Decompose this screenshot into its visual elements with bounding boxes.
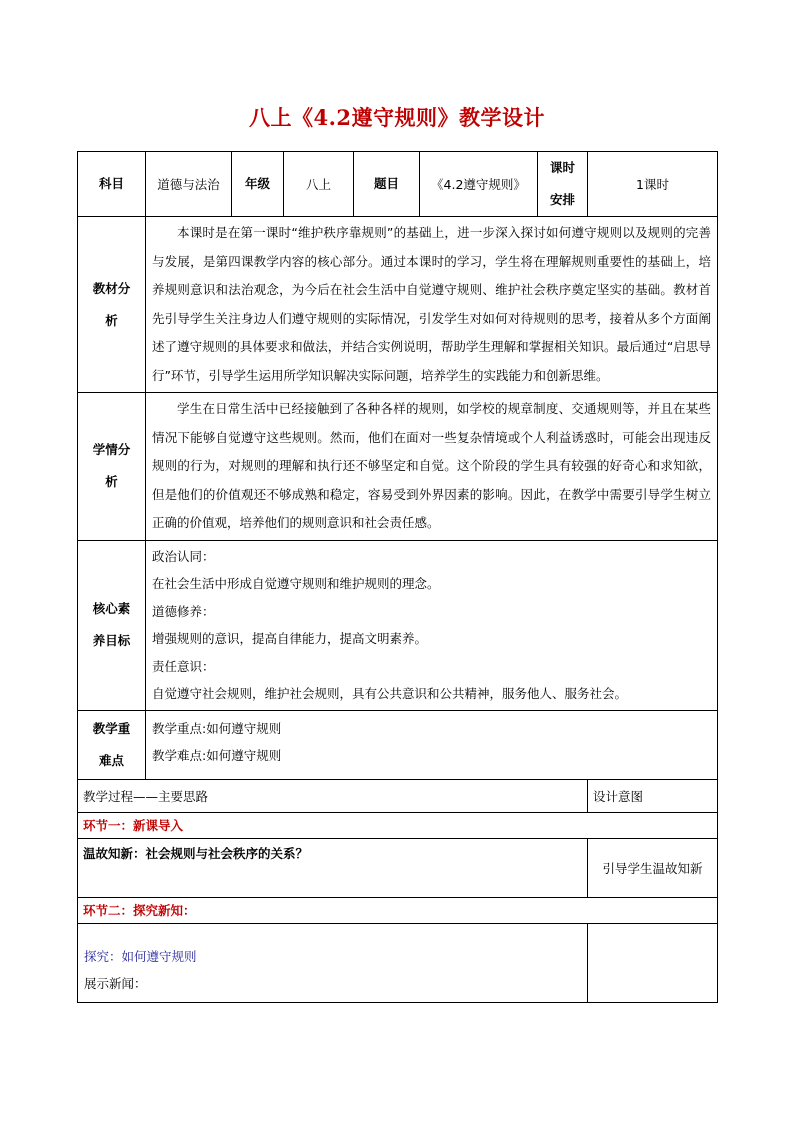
review-intent: 引导学生温故知新 xyxy=(588,838,718,897)
topic-value: 《4.2遵守规则》 xyxy=(420,152,538,217)
topic-label: 题目 xyxy=(354,152,420,217)
goal-line: 在社会生活中形成自觉遵守规则和维护规则的理念。 xyxy=(152,576,440,591)
hours-value: 1课时 xyxy=(588,152,718,217)
students-label-line1: 学情分 xyxy=(92,442,131,458)
document-title: 八上《4.2遵守规则》教学设计 xyxy=(248,105,546,130)
process-header-row xyxy=(78,779,718,812)
review-row xyxy=(78,838,718,897)
key-points-label xyxy=(78,710,146,779)
goals-label-line1: 核心素 xyxy=(92,601,131,616)
goal-line: 道德修养： xyxy=(152,603,215,619)
students-label-line2: 析 xyxy=(105,474,118,490)
goals-label xyxy=(78,540,146,710)
grade-value: 八上 xyxy=(284,152,354,217)
textbook-row xyxy=(78,217,718,393)
key-points-label-line1: 教学重 xyxy=(92,720,131,736)
goals-content xyxy=(146,540,718,710)
goal-line: 自觉遵守社会规则，维护社会规则，具有公共意识和公共精神，服务他人、服务社会。 xyxy=(152,686,628,701)
lesson-plan-table xyxy=(77,151,718,1003)
explore-intent xyxy=(588,923,718,1002)
students-label xyxy=(78,393,146,541)
key-points-content xyxy=(146,710,718,779)
review-text: 温故知新：社会规则与社会秩序的关系？ xyxy=(78,838,588,897)
section2-heading: 环节二：探究新知： xyxy=(78,897,718,923)
students-row xyxy=(78,393,718,541)
process-header-left: 教学过程——主要思路 xyxy=(78,779,588,812)
explore-subtitle: 展示新闻： xyxy=(84,976,147,991)
key-point-line: 教学重点:如何遵守规则 xyxy=(152,720,282,736)
textbook-label xyxy=(78,217,146,393)
goals-label-line2: 养目标 xyxy=(92,633,131,648)
section1-row xyxy=(78,812,718,838)
goal-line: 责任意识： xyxy=(152,658,215,674)
textbook-label-line1: 教材分 xyxy=(92,280,131,296)
goal-line: 政治认同： xyxy=(152,548,215,564)
key-points-label-line2: 难点 xyxy=(98,752,124,768)
process-header-right: 设计意图 xyxy=(588,779,718,812)
hours-label-line1: 课时 xyxy=(549,160,575,175)
goals-row xyxy=(78,540,718,710)
section2-row xyxy=(78,897,718,923)
textbook-analysis-text: 本课时是在第一课时“维护秩序靠规则”的基础上，进一步深入探讨如何遵守规则以及规则的完善与发展，是第四课教学内容的核心部分。通过本课时的学习，学生将在理解规则重要性的基础上，培养规则意识和法治观念，为今后在社会生活中自觉遵守规则、维护社会秩序奠定坚实的基础。教材首先引导学生关注身边人们遵守规则的实际情况，引发学生对如何对待规则的思考，接着从多个方面阐述了遵守规则的具体要求和做法，并结合实例说明，帮助学生理解和掌握相关知识。最后通过“启思导行”环节，引导学生运用所学知识解决实际问题，培养学生的实践能力和创新思维。 xyxy=(146,217,718,393)
goal-line: 增强规则的意识，提高自律能力，提高文明素养。 xyxy=(152,631,428,646)
explore-content xyxy=(78,923,588,1002)
subject-label: 科目 xyxy=(78,152,146,217)
subject-value: 道德与法治 xyxy=(146,152,232,217)
header-row xyxy=(78,152,718,217)
explore-row xyxy=(78,923,718,1002)
section1-heading: 环节一：新课导入 xyxy=(78,812,718,838)
hours-label-line2: 安排 xyxy=(549,192,575,207)
grade-label: 年级 xyxy=(232,152,284,217)
key-point-line: 教学难点:如何遵守规则 xyxy=(152,748,282,763)
explore-title: 探究：如何遵守规则 xyxy=(84,948,197,964)
students-analysis-text: 学生在日常生活中已经接触到了各种各样的规则，如学校的规章制度、交通规则等，并且在某些情况下能够自觉遵守这些规则。然而，他们在面对一些复杂情境或个人利益诱惑时，可能会出现违反规则的行为，对规则的理解和执行还不够坚定和自觉。这个阶段的学生具有较强的好奇心和求知欲，但是他们的价值观还不够成熟和稳定，容易受到外界因素的影响。因此，在教学中需要引导学生树立正确的价值观，培养他们的规则意识和社会责任感。 xyxy=(146,393,718,541)
textbook-label-line2: 析 xyxy=(105,312,118,328)
hours-label xyxy=(538,152,588,217)
key-points-row xyxy=(78,710,718,779)
